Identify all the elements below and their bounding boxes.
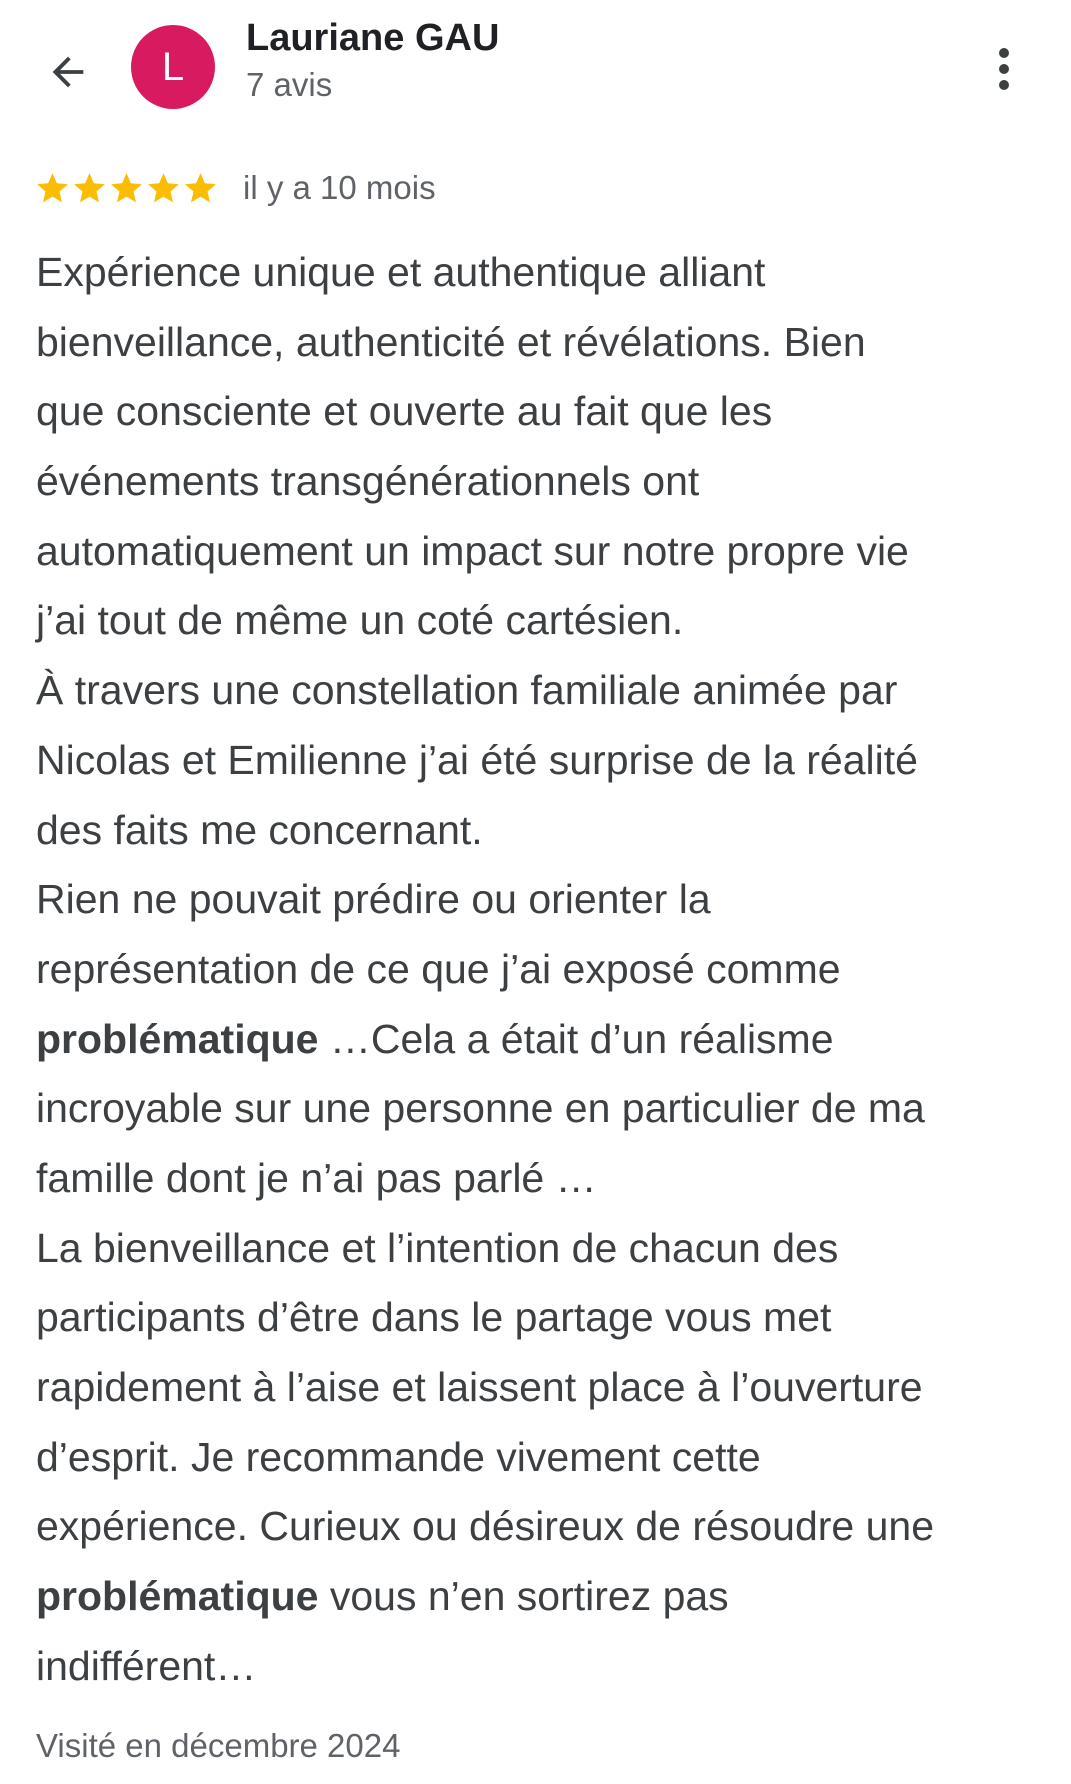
review-line: rapidement à l’aise et laissent place à l’ouverture — [36, 1364, 923, 1410]
avatar[interactable] — [131, 25, 215, 109]
review-date: il y a 10 mois — [243, 169, 436, 206]
star-icon — [34, 170, 71, 207]
back-button[interactable] — [30, 34, 106, 110]
bold-keyword: problématique — [36, 1015, 319, 1062]
review-line: famille dont je n’ai pas parlé … — [36, 1154, 597, 1201]
review-line-text: vous n’en sortirez pas — [318, 1573, 729, 1620]
review-line: participants d’être dans le partage vous met — [36, 1294, 832, 1341]
review-line: des faits me concernant. — [36, 806, 483, 853]
star-icon — [108, 170, 145, 207]
review-line: automatiquement un impact sur notre propre vie — [36, 527, 909, 574]
star-icon — [145, 170, 182, 207]
review-line: indifférent… — [36, 1642, 257, 1689]
avatar-letter: L — [161, 44, 185, 89]
review-line: événements transgénérationnels ont — [36, 458, 700, 505]
bold-keyword: problématique — [36, 1573, 319, 1620]
author-name[interactable]: Lauriane GAU — [246, 17, 500, 59]
star-icon — [182, 170, 219, 207]
review-line: d’esprit. Je recommande vivement cette — [36, 1433, 761, 1480]
review-line: j’ai tout de même un coté cartésien. — [36, 597, 684, 644]
rating-row — [34, 166, 436, 210]
author-review-count: 7 avis — [246, 66, 333, 103]
review-line: Expérience unique et authentique alliant — [36, 249, 766, 295]
star-rating — [34, 170, 219, 207]
review-line — [36, 1005, 1046, 1075]
review-line-text: …Cela a était d’un réalisme — [318, 1015, 834, 1062]
review-line: Nicolas et Emilienne j’ai été surprise de la réalité — [36, 736, 918, 783]
review-line: incroyable sur une personne en particulier de ma — [36, 1085, 925, 1132]
more-options-button[interactable] — [972, 34, 1036, 104]
review-line: que consciente et ouverte au fait que les — [36, 388, 773, 435]
review-text — [36, 238, 1046, 1701]
review-line — [36, 1562, 1046, 1632]
review-line: représentation de ce que j’ai exposé comme — [36, 945, 841, 992]
visit-date: Visité en décembre 2024 — [36, 1727, 401, 1764]
review-line: expérience. Curieux ou désireux de résoudre une — [36, 1503, 934, 1550]
review-header — [0, 0, 1071, 130]
arrow-left-icon — [45, 49, 91, 95]
review-line: Rien ne pouvait prédire ou orienter la — [36, 876, 711, 923]
review-line: À travers une constellation familiale animée par — [36, 667, 898, 714]
more-vert-icon — [997, 47, 1011, 91]
review-line: bienveillance, authenticité et révélations. Bien — [36, 318, 866, 365]
star-icon — [71, 170, 108, 207]
review-line: La bienveillance et l’intention de chacun des — [36, 1224, 839, 1271]
